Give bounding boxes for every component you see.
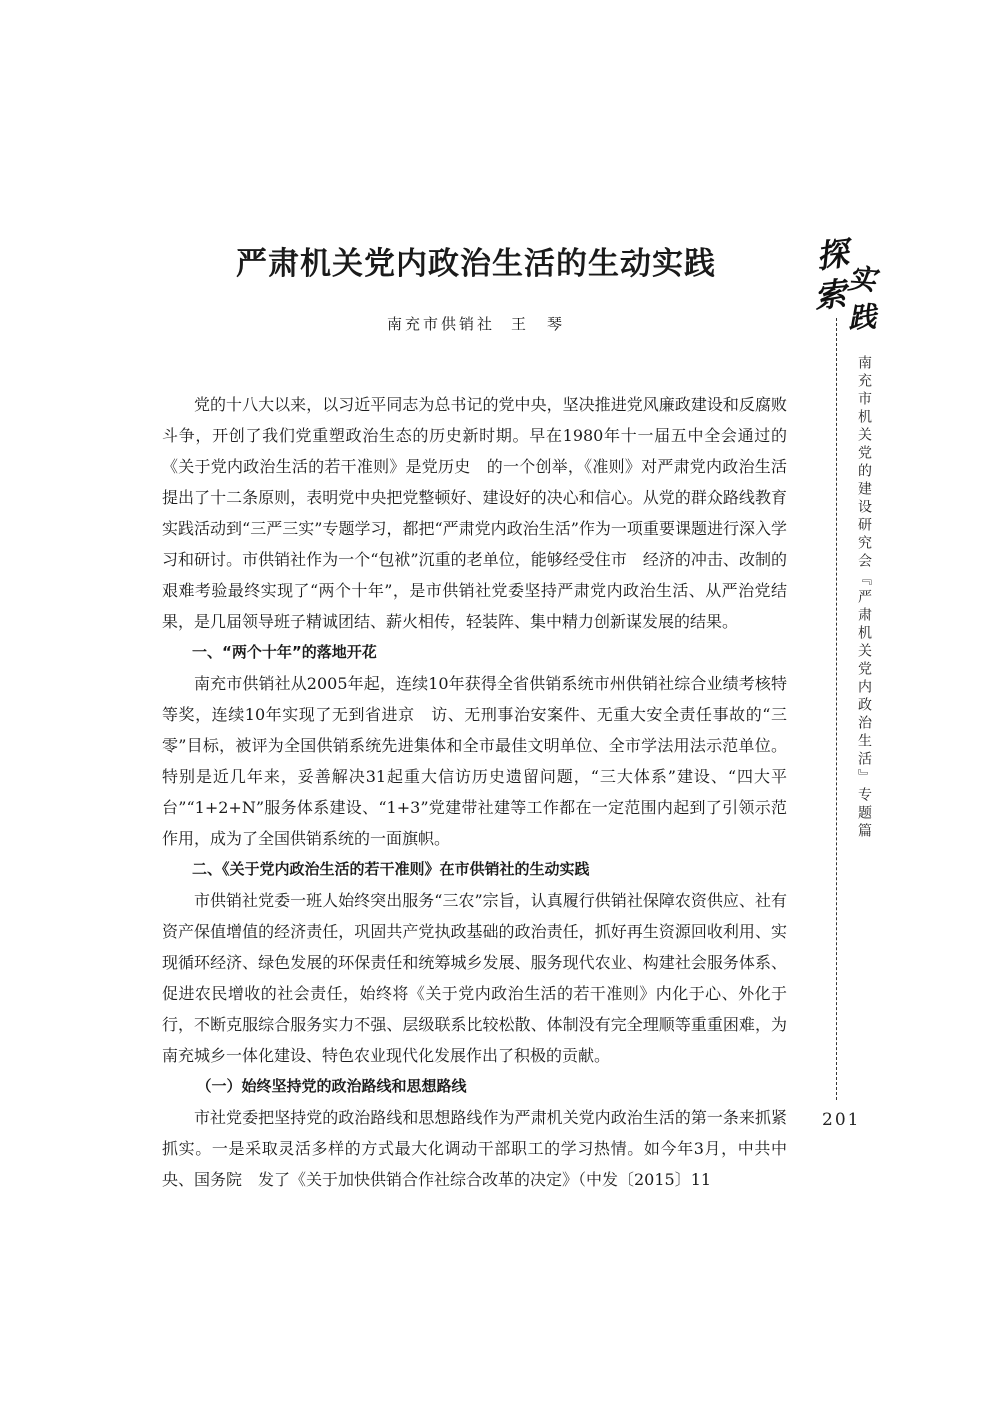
logo-char: 探: [813, 233, 851, 277]
dashed-divider: [836, 318, 837, 1100]
logo-char: 实: [846, 262, 878, 297]
article-body: [162, 389, 787, 1195]
logo-char: 践: [846, 300, 878, 335]
article-title: 严肃机关党内政治生活的生动实践: [236, 246, 716, 282]
sidebar-caption: 南充市机关党的建设研究会『严肃机关党内政治生活』专题篇: [856, 355, 872, 841]
subsection-heading-1: （一）始终坚持党的政治路线和思想路线: [196, 1077, 467, 1095]
logo-char: 索: [812, 274, 849, 316]
author-org: 南充市供销社: [386, 315, 495, 333]
paragraph-political-line: 市社党委把坚持党的政治路线和思想路线作为严肃机关党内政治生活的第一条来抓紧抓实。一是采取灵活多样的方式最大化调动干部职工的学习热情。如今年3月，中共中央、国务院 发了《关于加快供销合作社综合改革的决定》（中发〔2015〕11: [162, 1108, 787, 1189]
page-number: 201: [822, 1110, 861, 1130]
section-heading-1: 一、“两个十年”的落地开花: [192, 643, 377, 661]
paragraph-practice: 市供销社党委一班人始终突出服务“三农”宗旨，认真履行供销社保障农资供应、社有资产保值增值的经济责任，巩固共产党执政基础的政治责任，抓好再生资源回收利用、实现循环经济、绿色发展的环保责任和统筹城乡发展、服务现代农业、构建社会服务体系、促进农民增收的社会责任，始终将《关于党内政治生活的若干准则》内化于心、外化于行，不断克服综合服务实力不强、层级联系比较松散、体制没有完全理顺等重重困难，为南充城乡一体化建设、特色农业现代化发展作出了积极的贡献。: [162, 891, 787, 1065]
section-heading-2: 二、《关于党内政治生活的若干准则》在市供销社的生动实践: [192, 860, 590, 878]
calligraphy-logo: [812, 230, 882, 340]
author-name: 王 琴: [511, 315, 566, 333]
author-line: [160, 313, 792, 334]
paragraph-two-decades: 南充市供销社从2005年起，连续10年获得全省供销系统市州供销社综合业绩考核特等奖，连续10年实现了无到省进京 访、无刑事治安案件、无重大安全责任事故的“三零”目标，被评为全国供销系统先进集体和全市最佳文明单位、全市学法用法示范单位。特别是近几年来，妥善解决31起重大信访历史遗留问题，“三大体系”建设、“四大平台”“1+2+N”服务体系建设、“1+3”党建带社建等工作都在一定范围内起到了引领示范作用，成为了全国供销系统的一面旗帜。: [162, 674, 787, 848]
paragraph-intro: 党的十八大以来，以习近平同志为总书记的党中央，坚决推进党风廉政建设和反腐败斗争，开创了我们党重塑政治生态的历史新时期。早在1980年十一届五中全会通过的《关于党内政治生活的若干准则》是党历史 的一个创举，《准则》对严肃党内政治生活提出了十二条原则，表明党中央把党整顿好、建设好的决心和信心。从党的群众路线教育实践活动到“三严三实”专题学习，都把“严肃党内政治生活”作为一项重要课题进行深入学习和研讨。市供销社作为一个“包袱”沉重的老单位，能够经受住市 经济的冲击、改制的艰难考验最终实现了“两个十年”，是市供销社党委坚持严肃党内政治生活、从严治党结果，是几届领导班子精诚团结、薪火相传，轻装阵、集中精力创新谋发展的结果。: [162, 395, 787, 631]
